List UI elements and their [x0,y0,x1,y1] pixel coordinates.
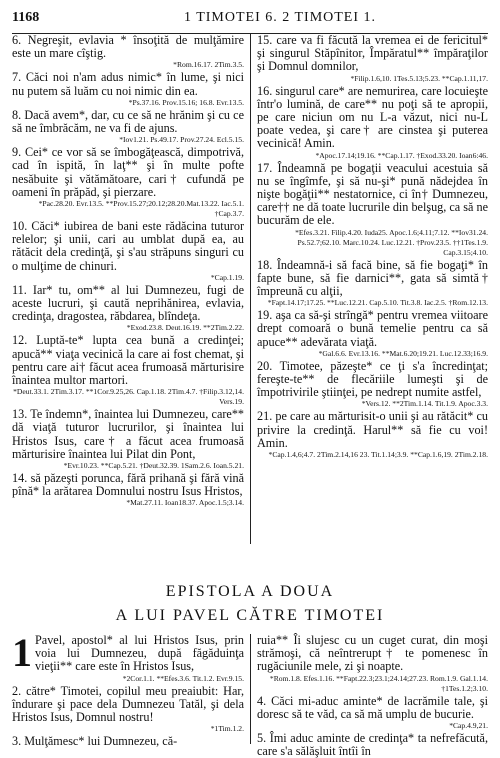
verse [12,284,244,324]
verse-text: aşa ca să-şi strîngă* pentru vremea viitoare drept comoară o bună temelie pentru ca să apuce** adevărata viaţă. [257,308,489,349]
cross-reference: *Cap.1.4,6;4.7. 2Tim.2.14,16 23. Tit.1.14;3.9. **Cap.1.6,19. 2Tim.2.18. [268,450,488,460]
verse-number: 19. [257,308,273,323]
verse [257,410,488,450]
cross-reference: *Evr.10.23. **Cap.5.21. †Deut.32.39. 1Sam.2.6. Ioan.5.21. [63,461,244,471]
cross-reference: *Gal.6.6. Evr.13.16. **Mat.6.20;19.21. Luc.12.33;16.9. [318,348,488,358]
verse [12,146,244,199]
chapter-right-column [250,633,489,758]
cross-reference: *Apoc.17.14;19.16. **Cap.1.17. †Exod.33.20. Ioan6:46. [315,150,488,160]
verse [257,162,488,228]
book-title [12,544,488,634]
page-header [12,10,488,34]
verse-number: 11. [12,282,27,297]
cross-reference: *Ps.37.16. Prov.15.16; 16.8. Evr.13.5. [128,97,244,107]
cross-reference: *Exod.23.8. Deut.16.19. **2Tim.2.22. [126,323,244,333]
cross-reference: *Iov1.21. Ps.49.17. Prov.27.24. Ecl.5.15. [119,135,244,145]
cross-reference: *Cap.4.9,21. [449,721,488,731]
verse-text: care va fi făcută la vremea ei de fericitul* şi singurul Stăpînitor, Împăratul** împăraţilor şi Domnul domnilor, [257,33,489,74]
cross-reference: *Mat.27.11. Ioan18.37. Apoc.1.5;3.14. [126,498,244,508]
verse-number: 21. [257,409,273,424]
verse [257,309,488,349]
cross-reference: *Deut.33.1. 2Tim.3.17. **1Cor.9.25,26. Cap.1.18. 2Tim.4.7. †Filip.3.12,14. Vers.19. [13,387,244,407]
verse-number: 10. [12,219,28,234]
verse [12,685,244,725]
verse-number: 9. [12,145,22,160]
verse [257,695,488,721]
verse-number: 5. [257,731,267,746]
verse [257,634,488,674]
cross-reference: *Rom.1.8. Efes.1.16. **Fapt.22.3;23.1;24.14;27.23. Rom.1.9. Gal.1.14. †1Tes.1.2;3.10. [269,673,488,693]
chapter-one [12,630,489,758]
verse-number: 15. [257,33,273,47]
verse-number: 20. [257,358,273,373]
verse-text: Căci mi-aduc aminte* de lacrămile tale, şi doresc să te văd, ca să mă umplu de bucurie. [257,693,488,721]
book-title-line1: EPISTOLA A DOUA [165,583,335,600]
verse-text: Negreşit, evlavia * însoţită de mulţămire este un mare cîştig. [12,33,245,61]
verse [12,71,244,97]
cross-reference: *Rom.16.17. 2Tim.3.5. [173,60,244,70]
verse-text: Pavel, apostol* al lui Hristos Isus, prin voia lui Dumnezeu, după făgăduinţa vieţii** care este în Hristos Isus, [35,633,244,674]
right-column [250,34,488,544]
verse [12,220,244,273]
running-title: 1 TIMOTEI 6. 2 TIMOTEI 1. [183,10,377,25]
verse-text: Iar* tu, om** al lui Dumnezeu, fugi de aceste lucruri, şi caută neprihănirea, evlavia, credinţa, dragostea, răbdarea, blîndeţa. [12,282,245,324]
verse-number: 7. [12,70,22,85]
verse [12,34,244,60]
chapter-left-column [12,630,250,749]
verse-text: Dacă avem*, dar, cu ce să ne hrănim şi cu ce să ne îmbrăcăm, ne va fi de ajuns. [12,107,244,136]
verse-text: să păzeşti porunca, fără prihană şi fără vină pînă* la arătarea Domnului nostru Isus Hristos, [12,471,244,499]
book-title-line2: A LUI PAVEL CĂTRE TIMOTEI [115,607,385,624]
verse [12,408,244,461]
verse-text: Mulţămesc* lui Dumnezeu, că- [24,734,178,749]
verse [12,735,244,748]
verse-text: Îndeamnă pe bogaţii veacului acestuia să nu se îngîmfe, şi să nu-şi* pună nădejdea în nişte bogăţii** nestatornice, ci în† Dumnezeu, care†† ne dă toate lucrurile din belşug, ca să ne bucurăm de ele. [257,160,488,228]
cross-reference: *2Cor.1.1. **Efes.3.6. Tit.1.2. Evr.9.15. [122,673,244,683]
verse [12,472,244,498]
cross-reference: *Filip.1.6,10. 1Tes.5.13;5.23. **Cap.1.11,17. [350,73,488,83]
cross-reference: *Pac.28.20. Evr.13.5. **Prov.15.27;20.12;28.20.Mat.13.22. Iac.5.1. †Cap.3.7. [38,199,244,219]
verse-text: Îmi aduc aminte de credinţa* ta nefrefăcută, care s'a sălăşluit întîi în [257,731,489,758]
verse-number: 2. [12,683,22,698]
verse-text: către* Timotei, copilul meu preaiubit: Har, îndurare şi pace dela Dumnezeu Tatăl, şi dela Hristos Isus, Domnul nostru! [12,683,245,725]
verse-number: 16. [257,83,273,98]
verse-number: 17. [257,160,273,175]
chapter-dropcap: 1 [12,630,32,675]
cross-reference: *Fapt.14.17;17.25. **Luc.12.21. Cap.5.10. Tit.3.8. Iac.2.5. †Rom.12.13. [267,298,488,308]
verse-number: 4. [257,693,267,708]
verse-number: 12. [12,333,28,348]
verse [257,259,488,299]
verse-text: Îndeamnă-i să facă bine, să fie bogaţi* în fapte bune, să fie darnici**, gata să simtă† împreună cu alţii, [257,257,488,299]
verse [12,334,244,387]
verse [257,85,488,151]
verse-number: 14. [12,471,28,486]
verse-text: Luptă-te* lupta cea bună a credinţei; apucă** viaţa vecinică la care ai fost chemat, şi pentru care ai† făcut acea frumoasă mărturisire înaintea multor martori. [12,333,245,388]
cross-reference: *1Tim.1.2. [210,724,244,734]
verse-number: 6. [12,33,22,47]
verse [257,34,488,74]
cross-reference: *Vers.12. **2Tim.1.14. Tit.1.9. Apoc.3.3. [361,399,488,409]
verse-text: Căci* iubirea de bani este rădăcina tuturor relelor; şi unii, cari au umblat după ea, au rătăcit dela credinţă, şi s'au străpuns singuri cu o mulţime de chinuri. [12,219,245,273]
verse [12,109,244,135]
verse-text: Timotee, păzeşte* ce ţi s'a încredinţat; fereşte-te** de flecăriile lumeşti şi de împotrivirile ştiinţei, pe nedrept numite astfel, [257,358,488,400]
verse-number: 3. [12,734,22,749]
cross-reference: *Cap.1.19. [210,272,244,282]
cross-reference: *Efes.3.21. Filip.4.20. Iuda25. Apoc.1.6;4.11;7.12. **Iov31.24. Ps.52.7;62.10. Marc.10.24. Luc.12.21. †Prov.23.5. ††1Tes.1.9. Cap.3.15;4.10. [295,227,488,257]
verse-number: 13. [12,407,28,422]
page-number: 1168 [12,10,40,25]
verse-text: ruia** Îi slujesc cu un cuget curat, din moşi strămoşi, că neîntrerupt† te pomenesc în rugăciunile mele, zi şi noapte. [257,633,488,674]
left-column [12,34,250,544]
verse [257,732,488,758]
verse-number: 8. [12,107,22,122]
verse-columns [12,34,488,544]
verse-text: singurul care* are nemurirea, care locuieşte într'o lumină, de care** nu poţi să te apropii, pe care niciun om nu L-a văzut, nici nu-L poate vedea, şi care† are cinstea şi puterea vecinică! Amin. [257,83,489,151]
verse [257,360,488,400]
verse-text: Cei* ce vor să se îmbogăţească, dimpotrivă, cad în ispită, în laţ** şi în multe pofte nesăbuite şi vătămătoare, cari† cufundă pe oameni în prăpăd, şi pierzare. [12,145,244,199]
verse-text: pe care au mărturisit-o unii şi au rătăcit* cu privire la credinţă. Harul** să fie cu voi! Amin. [257,409,489,450]
verse-text: Căci noi n'am adus nimic* în lume, şi nici nu putem să luăm cu noi nimic din ea. [12,70,245,98]
verse-number: 18. [257,257,273,272]
verse [12,630,244,675]
verse-text: Te îndemn*, înaintea lui Dumnezeu, care** dă viaţă tuturor lucrurilor, şi înaintea lui Hristos Isus, care† a făcut acea frumoasă mărturisire înaintea lui Pilat din Pont, [12,407,245,461]
